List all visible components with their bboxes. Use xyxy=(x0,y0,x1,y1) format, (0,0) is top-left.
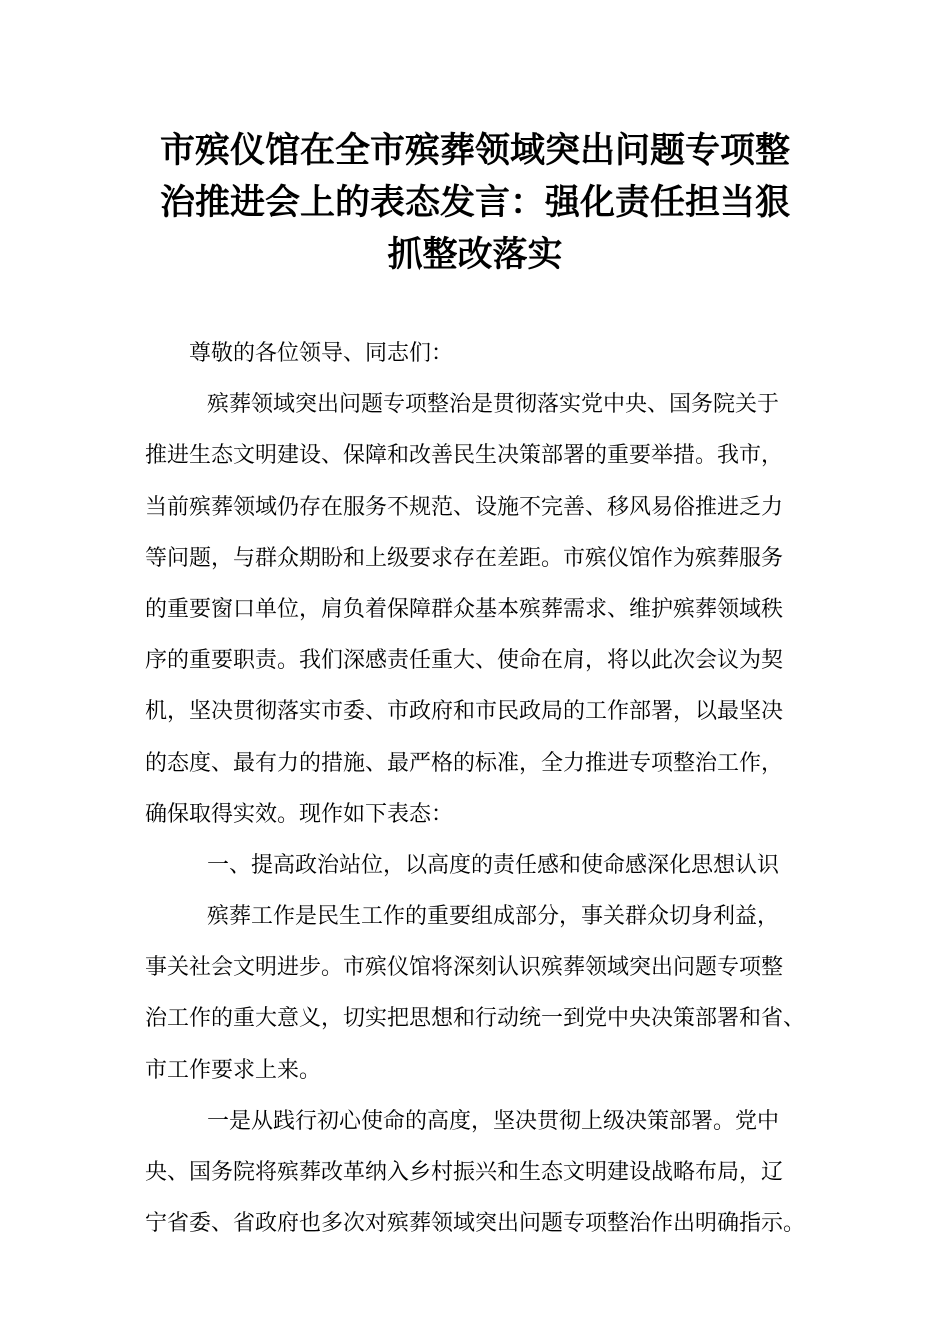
paragraph-2-line: 殡葬工作是民生工作的重要组成部分，事关群众切身利益， xyxy=(207,904,780,930)
paragraph-2-line: 市工作要求上来。 xyxy=(145,1057,322,1083)
paragraph-1-line: 当前殡葬领域仍存在服务不规范、设施不完善、移风易俗推进乏力 xyxy=(145,494,784,520)
paragraph-3-line: 央、国务院将殡葬改革纳入乡村振兴和生态文明建设战略布局，辽 xyxy=(145,1160,784,1185)
paragraph-2-line: 治工作的重大意义，切实把思想和行动统一到党中央决策部署和省、 xyxy=(145,1006,806,1032)
document-title xyxy=(145,125,805,281)
paragraph-2-line: 事关社会文明进步。市殡仪馆将深刻认识殡葬领域突出问题专项整 xyxy=(145,955,784,981)
paragraph-1-line: 推进生态文明建设、保障和改善民生决策部署的重要举措。我市， xyxy=(145,443,784,469)
paragraph-1-line: 等问题，与群众期盼和上级要求存在差距。市殡仪馆作为殡葬服务 xyxy=(145,545,784,571)
paragraph-1-line: 的重要窗口单位，肩负着保障群众基本殡葬需求、维护殡葬领域秩 xyxy=(145,596,784,622)
section-heading-1: 一、提高政治站位，以高度的责任感和使命感深化思想认识 xyxy=(207,852,780,878)
paragraph-3-line: 宁省委、省政府也多次对殡葬领域突出问题专项整治作出明确指示。 xyxy=(145,1211,806,1237)
title-line-3: 抓整改落实 xyxy=(387,235,563,275)
salutation: 尊敬的各位领导、同志们： xyxy=(189,341,454,366)
title-line-2: 治推进会上的表态发言：强化责任担当狠 xyxy=(159,183,790,223)
paragraph-1-line: 的态度、最有力的措施、最严格的标准，全力推进专项整治工作， xyxy=(145,750,784,776)
paragraph-1-line: 机，坚决贯彻落实市委、市政府和市民政局的工作部署，以最坚决 xyxy=(145,699,784,725)
paragraph-1-line: 殡葬领域突出问题专项整治是贯彻落实党中央、国务院关于 xyxy=(207,392,780,418)
title-line-1: 市殡仪馆在全市殡葬领域突出问题专项整 xyxy=(159,131,790,171)
paragraph-1-line: 确保取得实效。现作如下表态： xyxy=(145,801,454,827)
paragraph-3-line: 一是从践行初心使命的高度，坚决贯彻上级决策部署。党中 xyxy=(207,1108,780,1134)
document-body xyxy=(145,332,825,1253)
paragraph-1-line: 序的重要职责。我们深感责任重大、使命在肩，将以此次会议为契 xyxy=(145,648,784,674)
